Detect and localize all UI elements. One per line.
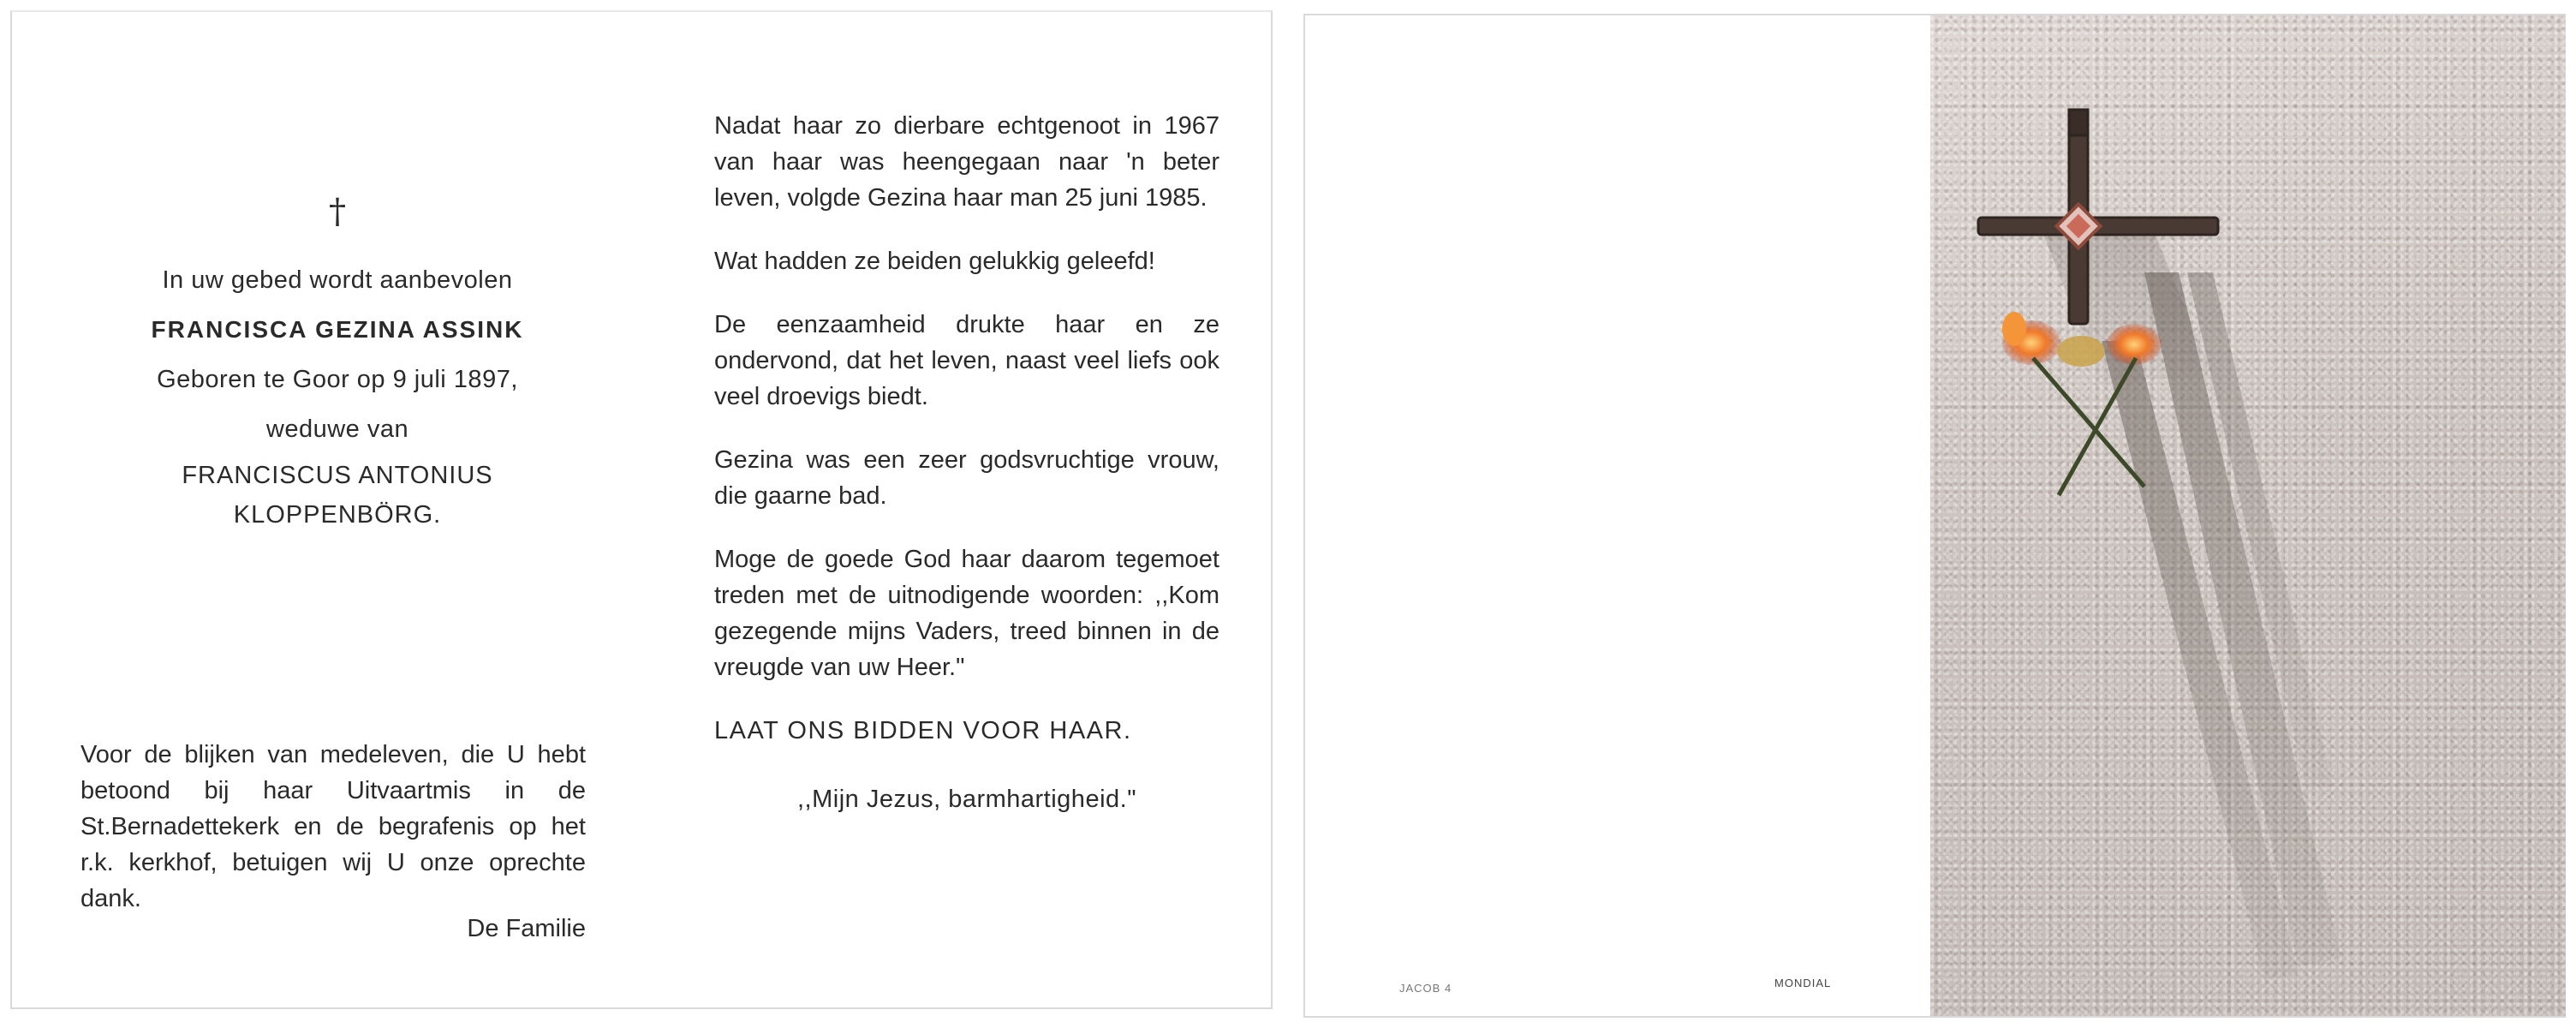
memorial-paragraph: Gezina was een zeer godsvruchtige vrouw, die gaarne bad. xyxy=(714,446,1219,510)
recommend-line: In uw gebed wordt aanbevolen xyxy=(162,266,513,294)
husband-name-line2: KLOPPENBÖRG. xyxy=(233,501,442,529)
prayer-line: LAAT ONS BIDDEN VOOR HAAR. xyxy=(714,717,1132,744)
birth-line: Geboren te Goor op 9 juli 1897, xyxy=(157,366,518,393)
closing-quote: ,,Mijn Jezus, barmhartigheid." xyxy=(796,786,1136,813)
memorial-text xyxy=(714,108,1219,845)
deceased-block xyxy=(80,255,594,533)
cross-icon: † xyxy=(329,192,346,231)
thanks-paragraph: Voor de blijken van medeleven, die U hebt betoond bij haar Uitvaartmis in de St.Bernadettekerk en de begrafenis op het r.k. kerkhof, betuigen wij U onze oprechte dank. xyxy=(80,741,586,912)
back-panel xyxy=(1305,15,1930,1016)
cover-photo xyxy=(1930,15,2566,1016)
publisher-imprint: MONDIAL xyxy=(1774,977,1832,989)
printer-code: JACOB 4 xyxy=(1399,982,1452,995)
widow-line: weduwe van xyxy=(265,415,409,443)
memorial-paragraph: De eenzaamheid drukte haar en ze ondervond, dat het leven, naast veel liefs ook veel droevigs biedt. xyxy=(714,311,1219,410)
outside-card xyxy=(1303,14,2566,1018)
cross-with-flowers-icon xyxy=(1930,15,2566,1016)
family-signature: De Familie xyxy=(467,915,586,942)
husband-name-line1: FRANCISCUS ANTONIUS xyxy=(182,462,493,489)
memorial-paragraph: Moge de goede God haar daarom tegemoet treden met de uitnodigende woorden: ,,Kom gezegende mijns Vaders, treed binnen in de vreugde van uw Heer." xyxy=(714,546,1219,681)
inside-card xyxy=(10,10,1273,1009)
deceased-name: FRANCISCA GEZINA ASSINK xyxy=(151,316,524,343)
memorial-paragraph: Nadat haar zo dierbare echtgenoot in 1967 van haar was heengegaan naar 'n beter leven, volgde Gezina haar man 25 juni 1985. xyxy=(714,112,1219,212)
memorial-paragraph: Wat hadden ze beiden gelukkig geleefd! xyxy=(714,248,1155,275)
